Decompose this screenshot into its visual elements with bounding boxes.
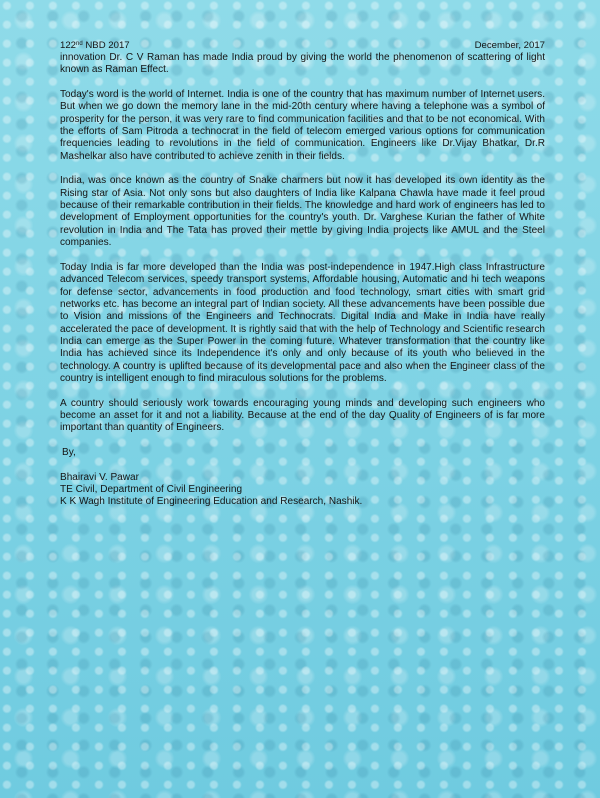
paragraph-internet: Today's word is the world of Internet. India is one of the country that has maximum number of Internet users. But when we go down the memory lane in the mid-20th century where having a telephone was a symbol of prosperity for the person, it was very rare to find communication facilities and that to be not economical. With the efforts of Sam Pitroda a technocrat in the field of telecom emerged various options for communication frequencies leading to revolutions in the field of communication. Engineers like Dr.Vijay Bhatkar, Dr.R Mashelkar also have contributed to achieve zenith in their fields.	[60, 89, 545, 162]
author-department: TE Civil, Department of Civil Engineering	[60, 484, 243, 496]
paragraph-conclusion: A country should seriously work towards encouraging young minds and developing such engineers who become an asset for it and not a liability. Because at the end of the day Quality of Engineers of is far more important than quantity of Engineers.	[60, 397, 545, 434]
issue-date: December, 2017	[474, 40, 545, 51]
article-page	[60, 40, 545, 570]
issue-label: 122nd NBD 2017	[60, 40, 130, 51]
author-institute: K K Wagh Institute of Engineering Education and Research, Nashik.	[60, 496, 363, 508]
signature-by: By,	[62, 447, 76, 458]
page-header	[60, 40, 545, 52]
author-name: Bhairavi V. Pawar	[60, 471, 139, 483]
paragraph-identity: India, was once known as the country of Snake charmers but now it has developed its own identity as the Rising star of Asia. Not only sons but also daughters of India like Kalpana Chawla have made it feel proud because of their remarkable contribution in their fields. The knowledge and hard work of engineers has led to development of Employment opportunities for the country's youth. Dr. Varghese Kurian the father of White revolution in India and The Tata has proved their mettle by giving India projects like AMUL and the Steel companies.	[60, 175, 545, 249]
paragraph-intro: innovation Dr. C V Raman has made India proud by giving the world the phenomenon of scattering of light known as Raman Effect.	[60, 52, 545, 76]
paragraph-development: Today India is far more developed than the India was post-independence in 1947.High class Infrastructure advanced Telecom services, speedy transport systems, Affordable housing, Automatic and hi tech weapons for defense sector, advancements in food production and food technology, smart cities with smart grid networks etc. has become an integral part of Indian society. All these advancements have been possible due to Vision and missions of the Engineers and Technocrats. Digital India and Make in India have really accelerated the pace of development. It is rightly said that with the help of Technology and Scientific research India can emerge as the Super Power in the coming future. Whatever transformation that the country like India has achieved since its Independence it's only and only because of its youth who believed in the technology. A country is uplifted because of its developmental pace and also when the Engineer class of the country is intelligent enough to find miraculous solutions for the problems.	[60, 261, 545, 384]
